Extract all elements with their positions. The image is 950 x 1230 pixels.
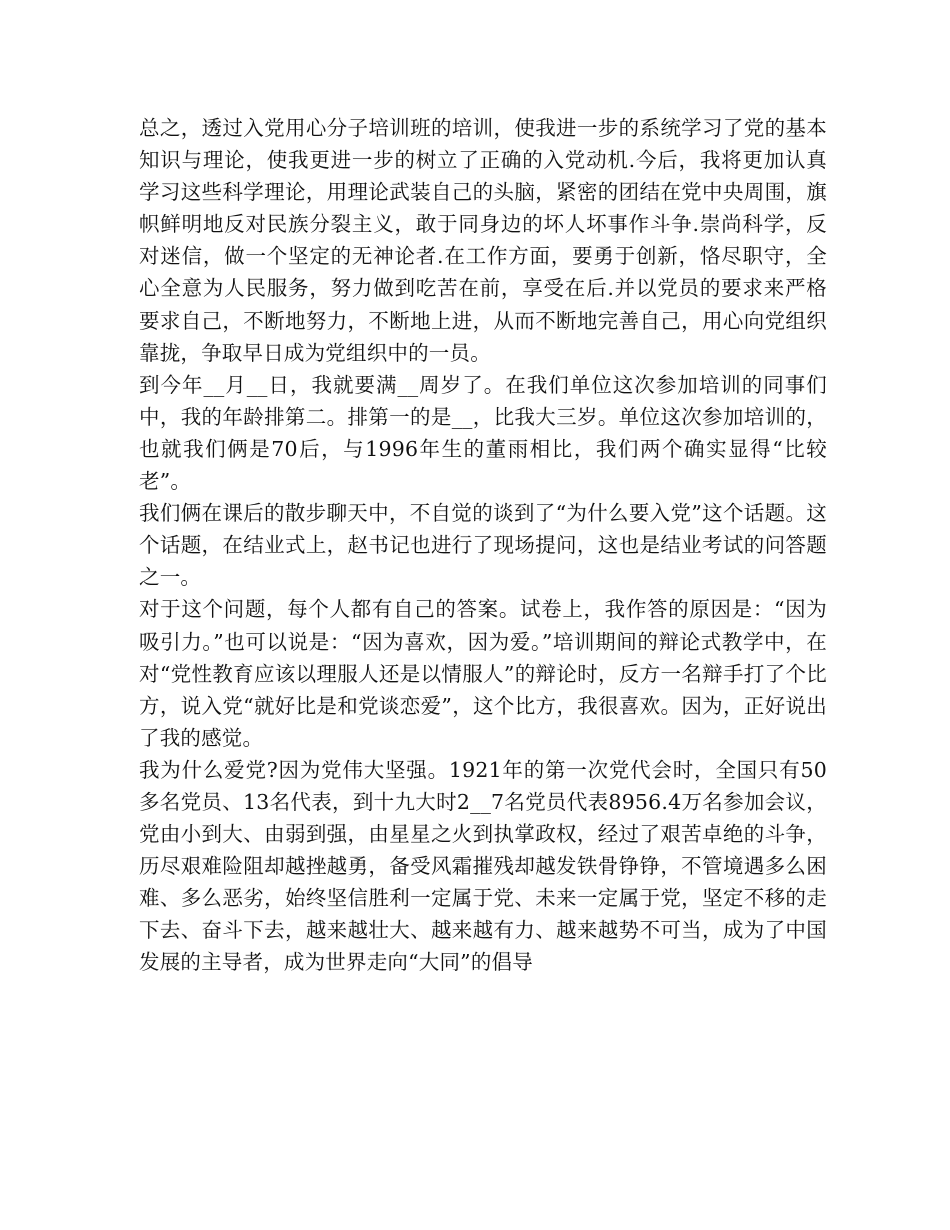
- paragraph-answer: 对于这个问题，每个人都有自己的答案。试卷上，我作答的原因是：“因为吸引力。”也可以说是：“因为喜欢，因为爱。”培训期间的辩论式教学中，在对“党性教育应该以理服人还是以情服人”的辩论时，反方一名辩手打了个比方，说入党“就好比是和党谈恋爱”，这个比方，我很喜欢。因为，正好说出了我的感觉。: [139, 597, 827, 750]
- document-body: [139, 112, 827, 979]
- paragraph-why-join: 我们俩在课后的散步聊天中，不自觉的谈到了“为什么要入党”这个话题。这个话题，在结业式上，赵书记也进行了现场提问，这也是结业考试的问答题之一。: [139, 501, 827, 590]
- paragraph-age: 到今年__月__日，我就要满__周岁了。在我们单位这次参加培训的同事们中，我的年龄排第二。排第一的是__，比我大三岁。单位这次参加培训的，也就我们俩是70后，与1996年生的董雨相比，我们两个确实显得“比较老”。: [139, 372, 827, 494]
- paragraph-why-love: 我为什么爱党?因为党伟大坚强。1921年的第一次党代会时，全国只有50多名党员、13名代表，到十九大时2__7名党员代表8956.4万名参加会议，党由小到大、由弱到强，由星星之火到执掌政权，经过了艰苦卓绝的斗争，历尽艰难险阻却越挫越勇，备受风霜摧残却越发铁骨铮铮，不管境遇多么困难、多么恶劣，始终坚信胜利一定属于党、未来一定属于党，坚定不移的走下去、奋斗下去，越来越壮大、越来越有力、越来越势不可当，成为了中国发展的主导者，成为世界走向“大同”的倡导: [139, 757, 827, 975]
- paragraph-conclusion: 总之，透过入党用心分子培训班的培训，使我进一步的系统学习了党的基本知识与理论，使我更进一步的树立了正确的入党动机.今后，我将更加认真学习这些科学理论，用理论武装自己的头脑，紧密的团结在党中央周围，旗帜鲜明地反对民族分裂主义，敢于同身边的坏人坏事作斗争.崇尚科学，反对迷信，做一个坚定的无神论者.在工作方面，要勇于创新，恪尽职守，全心全意为人民服务，努力做到吃苦在前，享受在后.并以党员的要求来严格要求自己，不断地努力，不断地上进，从而不断地完善自己，用心向党组织靠拢，争取早日成为党组织中的一员。: [139, 116, 827, 365]
